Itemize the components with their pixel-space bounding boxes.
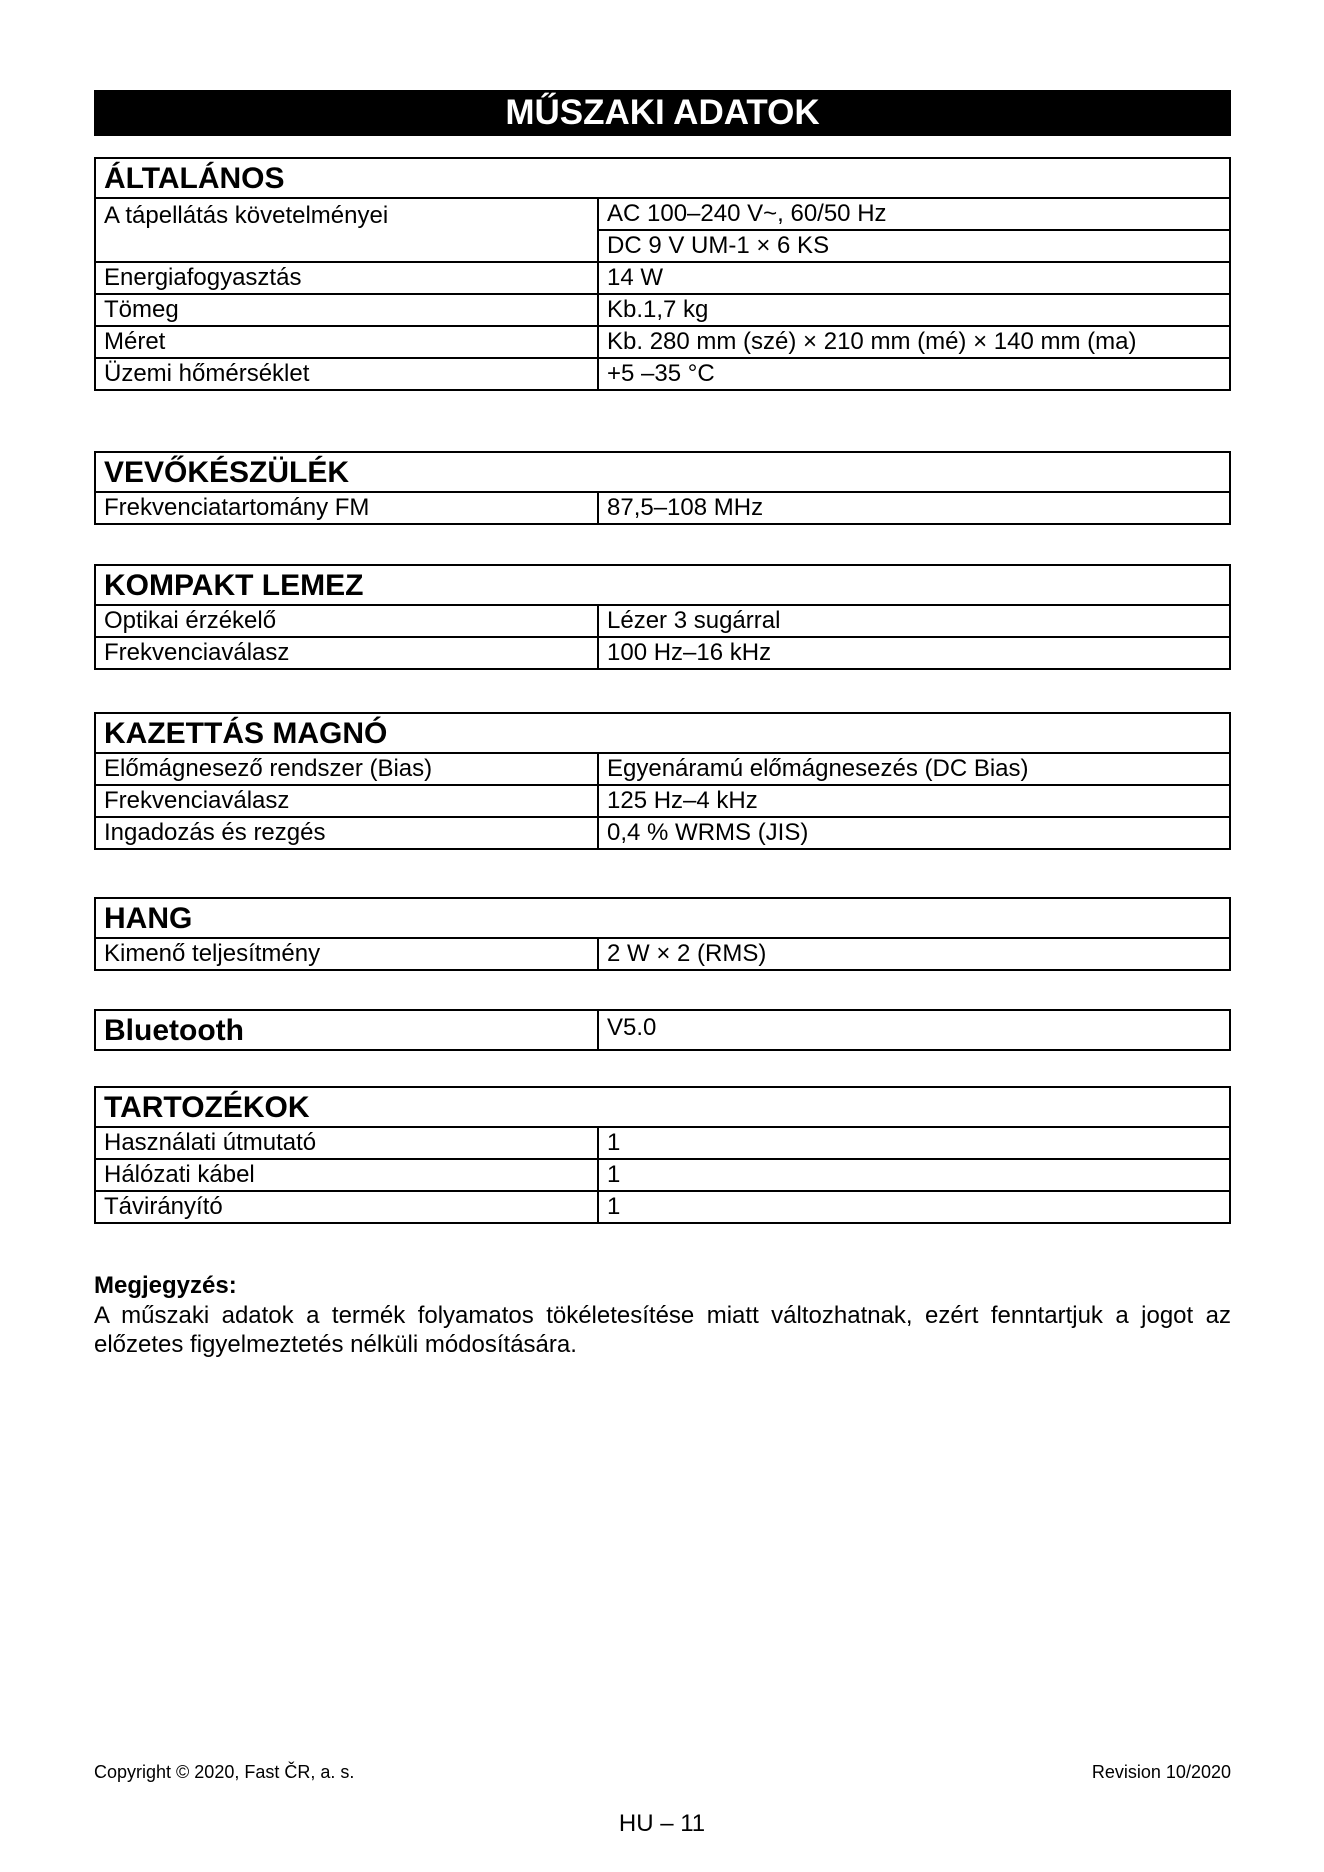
row-value: DC 9 V UM-1 × 6 KS <box>598 230 1230 262</box>
row-value: Kb.1,7 kg <box>598 294 1230 326</box>
section-heading: TARTOZÉKOK <box>95 1087 1230 1127</box>
row-label: Frekvenciaválasz <box>95 637 598 669</box>
row-value: 2 W × 2 (RMS) <box>598 938 1230 970</box>
table-row <box>95 1159 1230 1191</box>
section-heading: ÁLTALÁNOS <box>95 158 1230 198</box>
table-row <box>95 198 1230 230</box>
table-row <box>95 817 1230 849</box>
row-label: Energiafogyasztás <box>95 262 598 294</box>
row-value: 1 <box>598 1127 1230 1159</box>
row-value: Lézer 3 sugárral <box>598 605 1230 637</box>
row-label: Üzemi hőmérséklet <box>95 358 598 390</box>
row-value: V5.0 <box>598 1010 1230 1050</box>
general-table <box>94 157 1231 391</box>
row-value: 14 W <box>598 262 1230 294</box>
row-value: 125 Hz–4 kHz <box>598 785 1230 817</box>
table-row <box>95 753 1230 785</box>
row-value: 1 <box>598 1159 1230 1191</box>
table-row <box>95 492 1230 524</box>
copyright: Copyright © 2020, Fast ČR, a. s. <box>94 1762 355 1782</box>
table-row <box>95 294 1230 326</box>
row-label: Ingadozás és rezgés <box>95 817 598 849</box>
row-value: +5 –35 °C <box>598 358 1230 390</box>
row-value: 1 <box>598 1191 1230 1223</box>
row-label: Frekvenciatartomány FM <box>95 492 598 524</box>
accessories-table <box>94 1086 1231 1224</box>
table-row <box>95 938 1230 970</box>
section-heading: KOMPAKT LEMEZ <box>95 565 1230 605</box>
page-title: MŰSZAKI ADATOK <box>94 90 1231 136</box>
row-value: Kb. 280 mm (szé) × 210 mm (mé) × 140 mm (ma) <box>598 326 1230 358</box>
cassette-table <box>94 712 1231 850</box>
receiver-table <box>94 451 1231 525</box>
row-label: A tápellátás követelményei <box>95 198 598 262</box>
row-label: Méret <box>95 326 598 358</box>
sound-table <box>94 897 1231 971</box>
row-value: Egyenáramú előmágnesezés (DC Bias) <box>598 753 1230 785</box>
table-row <box>95 1191 1230 1223</box>
row-value: 100 Hz–16 kHz <box>598 637 1230 669</box>
row-label: Tömeg <box>95 294 598 326</box>
page-number: HU – 11 <box>618 1810 706 1837</box>
row-label: Előmágnesező rendszer (Bias) <box>95 753 598 785</box>
section-heading: HANG <box>95 898 1230 938</box>
row-label: Optikai érzékelő <box>95 605 598 637</box>
note-title: Megjegyzés: <box>94 1272 237 1299</box>
note-text: A műszaki adatok a termék folyamatos tökéletesítése miatt változhatnak, ezért fenntartjuk a jogot az előzetes figyelmeztetés nélküli módosítására. <box>94 1302 1231 1358</box>
table-row <box>95 637 1230 669</box>
row-label: Használati útmutató <box>95 1127 598 1159</box>
section-heading: VEVŐKÉSZÜLÉK <box>95 452 1230 492</box>
bluetooth-table <box>94 1009 1231 1051</box>
row-label: Távirányító <box>95 1191 598 1223</box>
row-value: 0,4 % WRMS (JIS) <box>598 817 1230 849</box>
row-label: Frekvenciaválasz <box>95 785 598 817</box>
revision: Revision 10/2020 <box>1091 1762 1231 1782</box>
table-row <box>95 605 1230 637</box>
table-row <box>95 326 1230 358</box>
row-value: 87,5–108 MHz <box>598 492 1230 524</box>
table-row <box>95 262 1230 294</box>
table-row <box>95 358 1230 390</box>
table-row <box>95 1127 1230 1159</box>
table-row <box>95 785 1230 817</box>
section-heading: Bluetooth <box>95 1010 598 1050</box>
section-heading: KAZETTÁS MAGNÓ <box>95 713 1230 753</box>
cd-table <box>94 564 1231 670</box>
row-label: Hálózati kábel <box>95 1159 598 1191</box>
row-value: AC 100–240 V~, 60/50 Hz <box>598 198 1230 230</box>
table-row <box>95 1010 1230 1050</box>
row-label: Kimenő teljesítmény <box>95 938 598 970</box>
